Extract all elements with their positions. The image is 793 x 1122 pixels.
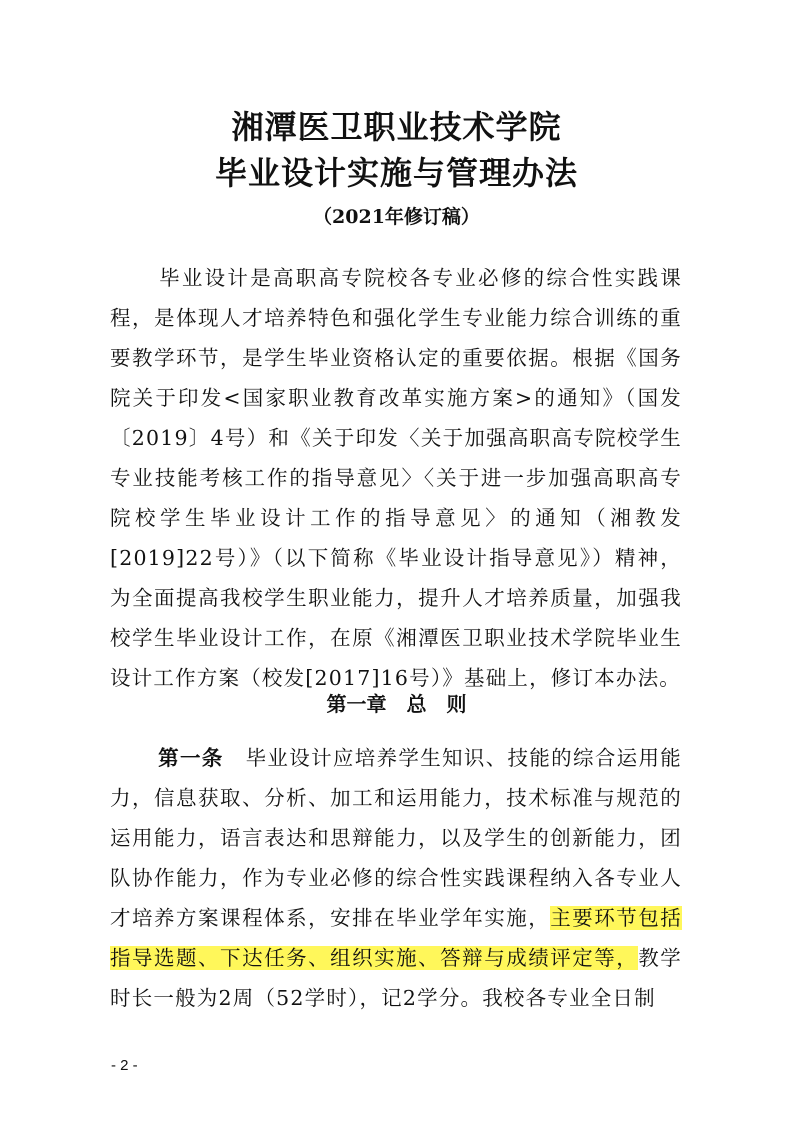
page-number: - 2 -	[111, 1057, 138, 1074]
article-label: 第一条	[158, 746, 224, 770]
article-1-paragraph	[110, 738, 682, 1018]
chapter-heading: 第一章 总 则	[326, 692, 467, 716]
document-subtitle: （2021年修订稿）	[313, 206, 480, 228]
document-title-line1: 湘潭医卫职业技术学院	[231, 108, 562, 146]
article-text-after: 教学时长一般为2周（52学时），记2学分。我校各专业全日制	[110, 946, 682, 1010]
intro-paragraph-text: 毕业设计是高职高专院校各专业必修的综合性实践课程，是体现人才培养特色和强化学生专业能力综合训练的重要教学环节，是学生毕业资格认定的重要依据。根据《国务院关于印发<国家职业教育改革实施方案>的通知》（国发〔2019〕4号）和《关于印发〈关于加强高职高专院校学生专业技能考核工作的指导意见〉〈关于进一步加强高职高专院校学生毕业设计工作的指导意见〉的通知（湘教发[2019]22号）》（以下简称《毕业设计指导意见》）精神，为全面提高我校学生职业能力，提升人才培养质量，加强我校学生毕业设计工作，在原《湘潭医卫职业技术学院毕业生设计工作方案（校发[2017]16号）》基础上，修订本办法。	[110, 266, 682, 690]
article-text-before: 毕业设计应培养学生知识、技能的综合运用能力，信息获取、分析、加工和运用能力，技术标准与规范的运用能力，语言表达和思辩能力，以及学生的创新能力，团队协作能力，作为专业必修的综合性实践课程纳入各专业人才培养方案课程体系，安排在毕业学年实施，	[110, 746, 682, 930]
intro-paragraph	[110, 258, 682, 698]
highlighted-text: 主要环节包括指导选题、下达任务、组织实施、答辩与成绩评定等，	[110, 906, 683, 970]
document-title-line2: 毕业设计实施与管理办法	[214, 154, 578, 192]
